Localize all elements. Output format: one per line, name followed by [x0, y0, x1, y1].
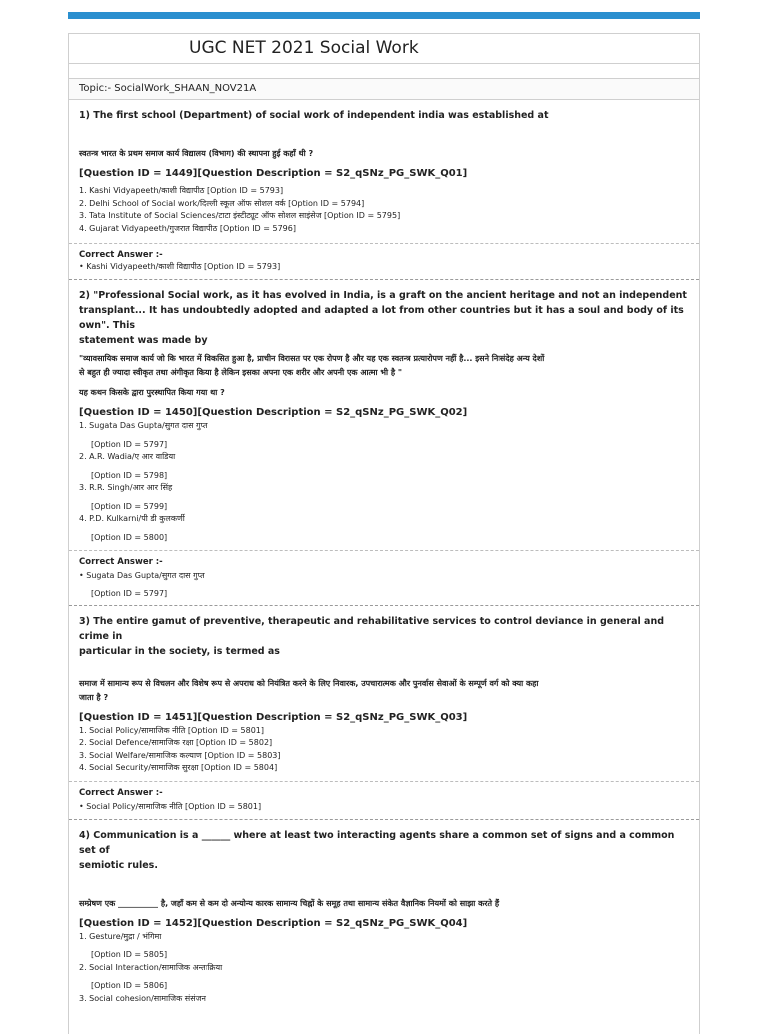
option-1-id: [Option ID = 5797]	[91, 439, 168, 449]
question-4	[69, 820, 699, 1006]
page-title: UGC NET 2021 Social Work	[189, 38, 419, 58]
question-2	[69, 280, 699, 550]
option-2: 2. Social Defence/सामाजिक रक्षा [Option ID = 5802]	[79, 738, 273, 747]
question-1	[69, 100, 699, 243]
option-4: 4. Gujarat Vidyapeeth/गुजरात विद्यापीठ [Option ID = 5796]	[79, 223, 296, 233]
title-row	[69, 34, 699, 64]
option-1: 1. Sugata Das Gupta/सुगत दास गुप्त	[79, 421, 208, 430]
top-accent-bar	[68, 12, 700, 19]
question-text-line-2: transplant... It has undoubtedly adopted and adapted a lot from other countries but it has a soul and body of its own". This	[79, 305, 684, 331]
option-3: 3. Social cohesion/सामाजिक संसंजन	[79, 993, 206, 1003]
question-id: [Question ID = 1451][Question Description = S2_qSNz_PG_SWK_Q03]	[79, 711, 468, 723]
question-hindi-line-3: यह कथन किसके द्वारा पुरस्थापित किया गया था ?	[79, 388, 225, 397]
option-3: 3. Tata Institute of Social Sciences/टाटा इंस्टीट्यूट ऑफ सोशल साइंसेज [Option ID = 5795]	[79, 211, 401, 220]
option-2: 2. A.R. Wadia/ए आर वाडिया	[79, 452, 176, 461]
question-text-line-1: 3) The entire gamut of preventive, therapeutic and rehabilitative services to control deviance in general and crime in	[79, 615, 665, 642]
question-text-line-1: 4) Communication is a ______ where at least two interacting agents share a common set of signs and a common set of	[79, 829, 675, 856]
option-3-id: [Option ID = 5799]	[91, 501, 168, 511]
correct-answer-value: • Sugata Das Gupta/सुगत दास गुप्त	[79, 571, 205, 580]
question-id: [Question ID = 1452][Question Description = S2_qSNz_PG_SWK_Q04]	[79, 917, 468, 929]
correct-answer-value: • Social Policy/सामाजिक नीति [Option ID = 5801]	[79, 801, 262, 811]
question-id: [Question ID = 1450][Question Description = S2_qSNz_PG_SWK_Q02]	[79, 407, 468, 418]
option-3: 3. R.R. Singh/आर आर सिंह	[79, 483, 173, 492]
option-1: 1. Kashi Vidyapeeth/काशी विद्यापीठ [Option ID = 5793]	[79, 186, 284, 195]
correct-answer-value: • Kashi Vidyapeeth/काशी विद्यापीठ [Option ID = 5793]	[79, 262, 281, 271]
blank-row	[69, 64, 699, 79]
option-4-id: [Option ID = 5800]	[91, 532, 168, 542]
correct-answer-label: Correct Answer :-	[79, 787, 163, 798]
question-id: [Question ID = 1449][Question Description = S2_qSNz_PG_SWK_Q01]	[79, 168, 468, 179]
option-1: 1. Social Policy/सामाजिक नीति [Option ID = 5801]	[79, 725, 265, 735]
question-text-line-2: semiotic rules.	[79, 859, 158, 871]
correct-answer-id: [Option ID = 5797]	[91, 589, 168, 598]
option-1: 1. Gesture/मुद्रा / भंगिमा	[79, 931, 162, 941]
question-text-line-1: 2) "Professional Social work, as it has evolved in India, is a graft on the ancient heritage and not an independent	[79, 290, 687, 301]
question-text: 1) The first school (Department) of social work of independent india was established at	[79, 110, 549, 121]
question-hindi: स्वतन्त्र भारत के प्रथम समाज कार्य विद्यालय (विभाग) की स्थापना हुई कहाँ थी ?	[79, 149, 314, 158]
correct-answer-label: Correct Answer :-	[79, 250, 163, 260]
option-4: 4. Social Security/सामाजिक सुरक्षा [Option ID = 5804]	[79, 763, 278, 772]
question-hindi-line-1: समाज में सामान्य रूप से विचलन और विशेष रूप से अपराध को नियंत्रित करने के लिए निवारक, उपचारात्मक और पुनर्वास सेवाओं के सम्पूर्ण वर्ग को क्या कहा	[79, 678, 539, 688]
question-text-line-3: statement was made by	[79, 335, 208, 346]
correct-answer-2	[69, 550, 699, 605]
option-1-id: [Option ID = 5805]	[91, 950, 168, 959]
option-4: 4. P.D. Kulkarni/पी डी कुलकर्णी	[79, 514, 185, 523]
correct-answer-3	[69, 781, 699, 819]
exam-paper	[68, 33, 700, 1034]
correct-answer-label: Correct Answer :-	[79, 557, 163, 567]
question-hindi: सम्प्रेषण एक __________ है, जहाँ कम से कम दो अन्योन्य कारक सामान्य चिह्नों के समूह तथा सामान्य संकेत वैज्ञानिक नियमों को साझा करते हैं	[79, 898, 500, 908]
option-2: 2. Delhi School of Social work/दिल्ली स्कूल ऑफ सोशल वर्क [Option ID = 5794]	[79, 198, 365, 208]
correct-answer-1	[69, 243, 699, 279]
question-text-line-2: particular in the society, is termed as	[79, 645, 280, 657]
option-2: 2. Social Interaction/सामाजिक अन्तःक्रिया	[79, 962, 223, 972]
option-3: 3. Social Welfare/सामाजिक कल्याण [Option ID = 5803]	[79, 750, 281, 760]
question-3	[69, 606, 699, 781]
option-2-id: [Option ID = 5798]	[91, 470, 168, 480]
option-2-id: [Option ID = 5806]	[91, 981, 168, 990]
question-hindi-line-2: जाता है ?	[79, 692, 109, 702]
question-hindi-line-2: से बहुत ही ज्यादा स्वीकृत तथा अंगीकृत किया है लेकिन इसका अपना एक शरीर और अपनी एक आत्मा भी है "	[79, 368, 403, 377]
topic-row: Topic:- SocialWork_SHAAN_NOV21A	[69, 79, 699, 100]
question-hindi-line-1: "व्यावसायिक समाज कार्य जो कि भारत में विकसित हुआ है, प्राचीन विरासत पर एक रोपण है और यह एक स्वतन्त्र प्रत्यारोपण नहीं है... इसने निःसंदेह अन्य देशों	[79, 354, 545, 363]
